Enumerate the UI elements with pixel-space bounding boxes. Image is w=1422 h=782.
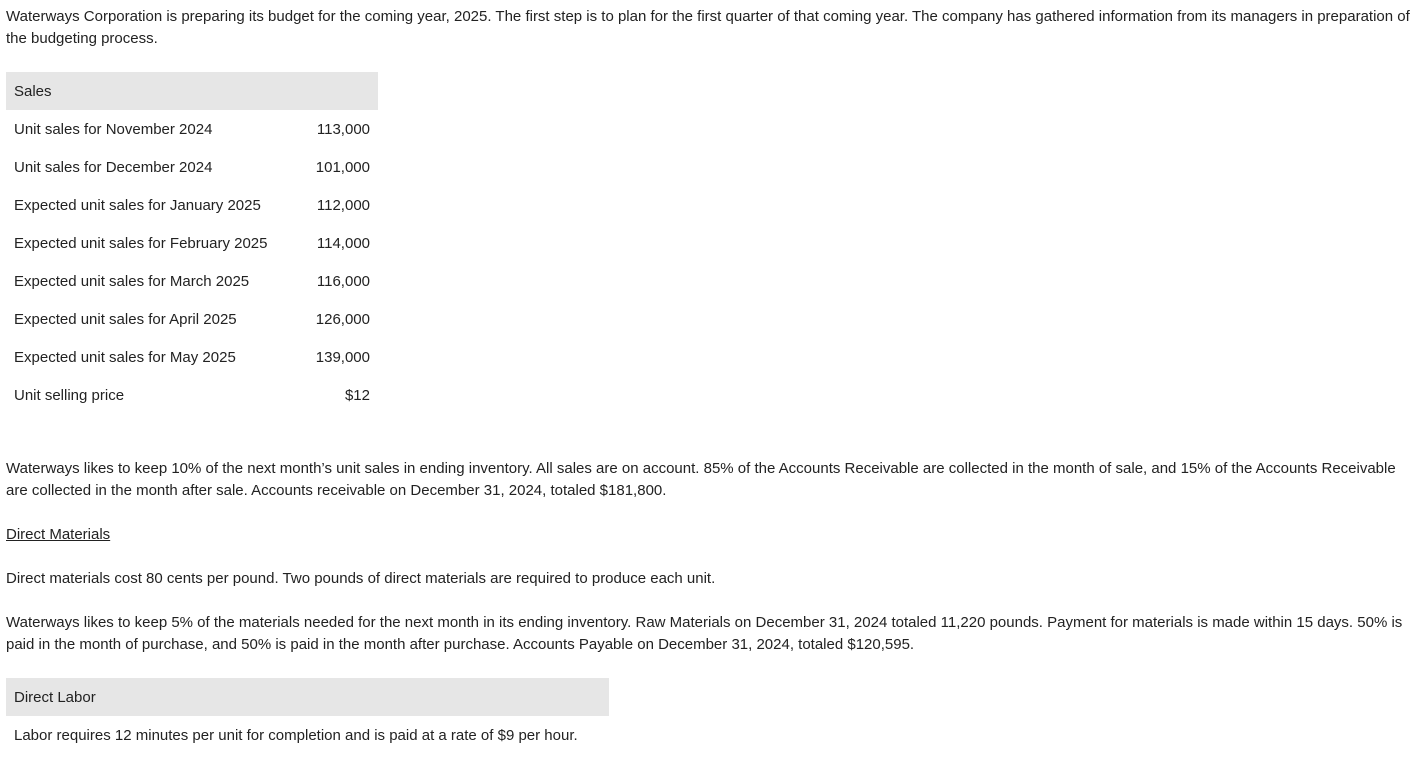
row-value: 112,000 [316,196,370,214]
row-value: $12 [344,386,370,404]
direct-labor-table [6,678,609,754]
direct-labor-text: Labor requires 12 minutes per unit for completion and is paid at a rate of $9 per hour. [14,726,578,744]
row-label: Expected unit sales for April 2025 [14,310,237,328]
direct-materials-paragraph-2: Waterways likes to keep 5% of the materials needed for the next month in its ending inventory. Raw Materials on December 31, 2024 totaled 11,220 pounds. Payment for materials is made within 15 days. 50% is paid in the month of purchase, and 50% is paid in the month after purchase. Accounts Payable on December 31, 2024, totaled $120,595. [6,614,1403,653]
row-label: Unit sales for November 2024 [14,120,213,138]
row-label: Expected unit sales for January 2025 [14,196,261,214]
table-row [6,110,378,148]
row-value: 114,000 [316,234,370,252]
sales-table-header: Sales [6,72,378,110]
table-row [6,186,378,224]
row-label: Expected unit sales for May 2025 [14,348,236,366]
table-row [6,376,378,414]
direct-labor-header-row [6,678,609,716]
table-row [6,338,378,376]
table-row [6,716,609,754]
row-label: Expected unit sales for February 2025 [14,234,268,252]
row-label: Unit sales for December 2024 [14,158,213,176]
direct-materials-heading: Direct Materials [6,526,111,543]
row-label: Unit selling price [14,386,125,404]
sales-table-header-row [6,72,378,110]
row-value: 113,000 [316,120,370,138]
sales-table [6,72,378,414]
intro-paragraph: Waterways Corporation is preparing its budget for the coming year, 2025. The first step is to plan for the first quarter of that coming year. The company has gathered information from its managers in preparation of the budgeting process. [6,8,1410,47]
direct-materials-paragraph-1: Direct materials cost 80 cents per pound. Two pounds of direct materials are required to produce each unit. [6,570,716,587]
inventory-paragraph: Waterways likes to keep 10% of the next month’s unit sales in ending inventory. All sales are on account. 85% of the Accounts Receivable are collected in the month of sale, and 15% of the Accounts Receivable are collected in the month after sale. Accounts receivable on December 31, 2024, totaled $181,800. [6,460,1396,499]
row-value: 101,000 [315,158,370,176]
table-row [6,224,378,262]
table-row [6,262,378,300]
table-row [6,300,378,338]
row-label: Expected unit sales for March 2025 [14,272,250,290]
table-row [6,148,378,186]
direct-labor-header: Direct Labor [6,678,609,716]
row-value: 126,000 [315,310,370,328]
row-value: 139,000 [315,348,370,366]
row-value: 116,000 [316,272,370,290]
